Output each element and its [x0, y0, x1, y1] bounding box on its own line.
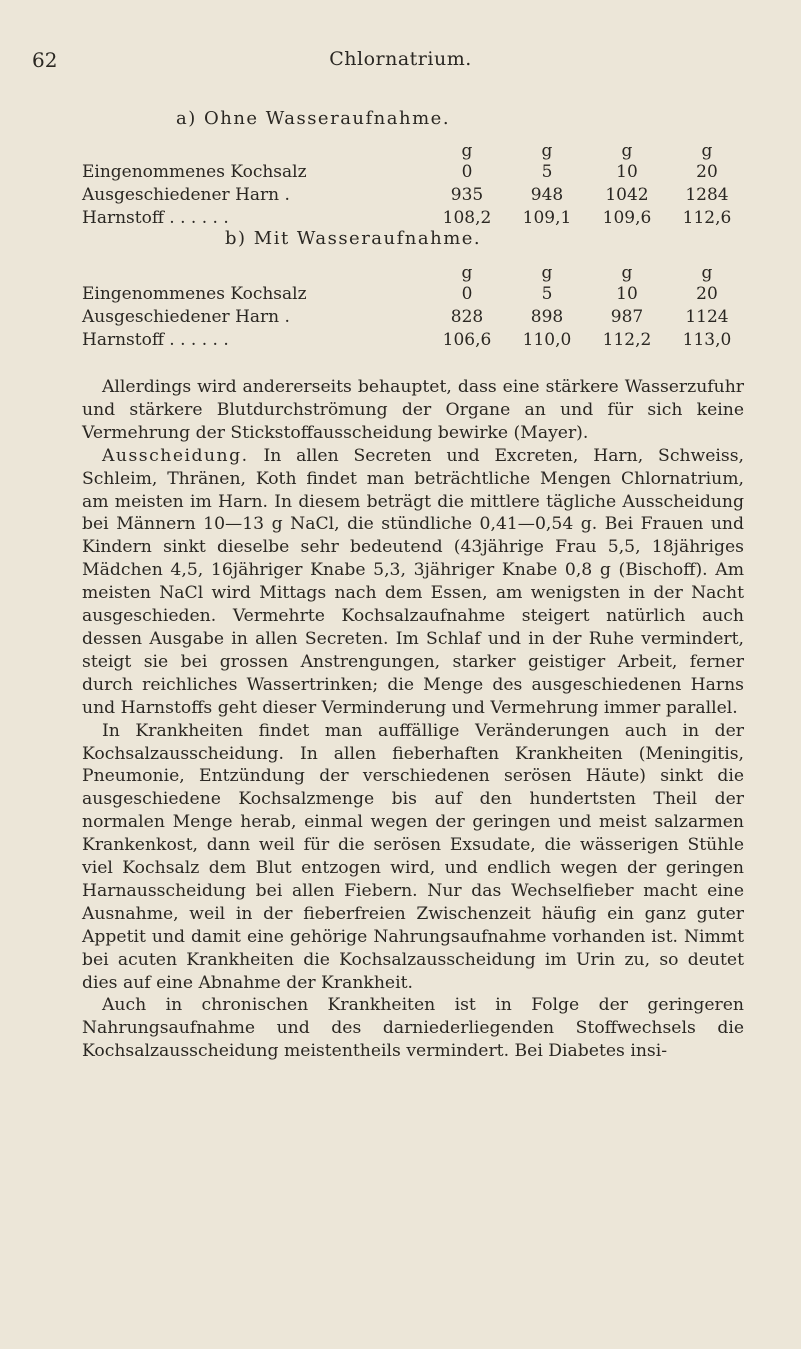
table-row [82, 207, 747, 230]
paragraph-4: Auch in chronischen Krankheiten ist in Folge der geringeren Nahrungsaufnahme und des darniederliegenden Stoffwechsels die Kochsalzausscheidung meistentheils vermindert. Bei Diabetes insi- [82, 995, 744, 1062]
value-cell: 0 [461, 162, 473, 182]
body-text [82, 376, 744, 1063]
table-section-b [82, 263, 747, 352]
value-cell: 20 [696, 284, 718, 304]
page-number: 62 [32, 48, 58, 72]
unit-cell: g [541, 141, 553, 161]
unit-cell: g [461, 141, 473, 161]
value-cell: 828 [450, 307, 484, 327]
value-cell: 5 [541, 284, 553, 304]
row-label: Ausgeschiedener Harn . [82, 307, 290, 327]
page-header [0, 48, 801, 78]
value-cell: 109,6 [602, 208, 652, 228]
table-row [82, 306, 747, 329]
value-cell: 948 [530, 185, 564, 205]
value-cell: 113,0 [682, 330, 732, 350]
value-cell: 10 [616, 284, 638, 304]
value-cell: 112,6 [682, 208, 732, 228]
value-cell: 10 [616, 162, 638, 182]
value-cell: 987 [610, 307, 644, 327]
row-label: Harnstoff . . . . . . [82, 330, 229, 350]
row-label: Ausgeschiedener Harn . [82, 185, 290, 205]
value-cell: 898 [530, 307, 564, 327]
value-cell: 109,1 [522, 208, 572, 228]
table-section-a [82, 141, 747, 230]
paragraph-3: In Krankheiten findet man auffällige Veränderungen auch in der Kochsalzausscheidung. In allen fieberhaften Krankheiten (Meningitis, Pneumonie, Entzündung der verschiedenen serösen Häute) sinkt die ausgeschiedene Kochsalzmenge bis auf den hundertsten Theil der normalen Menge herab, einmal wegen der geringen und meist salzarmen Krankenkost, dann weil für die serösen Exsudate, die wässerigen Stühle viel Kochsalz dem Blut entzogen wird, und endlich wegen der geringen Harnausscheidung bei allen Fiebern. Nur das Wechselfieber macht eine Ausnahme, weil in der fieberfreien Zwischenzeit häufig ein ganz guter Appetit und damit eine gehörige Nahrungsaufnahme vorhanden ist. Nimmt bei acuten Krankheiten die Kochsalzausscheidung im Urin zu, so deutet dies auf eine Abnahme der Krankheit. [82, 720, 744, 993]
value-cell: 112,2 [602, 330, 652, 350]
value-cell: 108,2 [442, 208, 492, 228]
row-label: Eingenommenes Kochsalz [82, 162, 307, 182]
section-b-title: b) Mit Wasseraufnahme. [225, 228, 482, 249]
unit-cell: g [621, 263, 633, 283]
units-row [82, 263, 747, 283]
value-cell: 935 [450, 185, 484, 205]
value-cell: 1124 [685, 307, 729, 327]
paragraph-2-text: In allen Secreten und Excreten, Harn, Schweiss, Schleim, Thränen, Koth findet man beträchtliche Mengen Chlornatrium, am meisten im Harn. In diesem beträgt die mittlere tägliche Ausscheidung bei Männern 10—13 g NaCl, die stündliche 0,41—0,54 g. Bei Frauen und Kindern sinkt dieselbe sehr bedeutend (43jährige Frau 5,5, 18jähriges Mädchen 4,5, 16jähriger Knabe 5,3, 3jähriger Knabe 0,8 g (Bischoff). Am meisten NaCl wird Mittags nach dem Essen, am wenigsten in der Nacht ausgeschieden. Vermehrte Kochsalzaufnahme steigert natürlich auch dessen Ausgabe in allen Secreten. Im Schlaf und in der Ruhe vermindert, steigt sie bei grossen Anstrengungen, starker geistiger Arbeit, ferner durch reichliches Wassertrinken; die Menge des ausgeschiedenen Harns und Harnstoffs geht dieser Verminderung und Vermehrung immer parallel. [82, 445, 744, 718]
unit-cell: g [701, 263, 713, 283]
value-cell: 1042 [605, 185, 649, 205]
unit-cell: g [461, 263, 473, 283]
row-label: Harnstoff . . . . . . [82, 208, 229, 228]
value-cell: 20 [696, 162, 718, 182]
unit-cell: g [621, 141, 633, 161]
section-a-title: a) Ohne Wasseraufnahme. [176, 108, 451, 129]
table-row [82, 283, 747, 306]
row-label: Eingenommenes Kochsalz [82, 284, 307, 304]
value-cell: 110,0 [522, 330, 572, 350]
value-cell: 5 [541, 162, 553, 182]
units-row [82, 141, 747, 161]
table-row [82, 184, 747, 207]
paragraph-1: Allerdings wird andererseits behauptet, dass eine stärkere Wasserzufuhr und stärkere Blutdurchströmung der Organe an und für sich keine Vermehrung der Stickstoffausscheidung bewirke (Mayer). [82, 377, 744, 443]
unit-cell: g [541, 263, 553, 283]
paragraph-heading: Ausscheidung. [102, 445, 249, 466]
unit-cell: g [701, 141, 713, 161]
value-cell: 0 [461, 284, 473, 304]
value-cell: 1284 [685, 185, 729, 205]
running-title: Chlornatrium. [329, 48, 472, 70]
value-cell: 106,6 [442, 330, 492, 350]
table-row [82, 329, 747, 352]
table-row [82, 161, 747, 184]
paragraph-2 [82, 445, 744, 720]
